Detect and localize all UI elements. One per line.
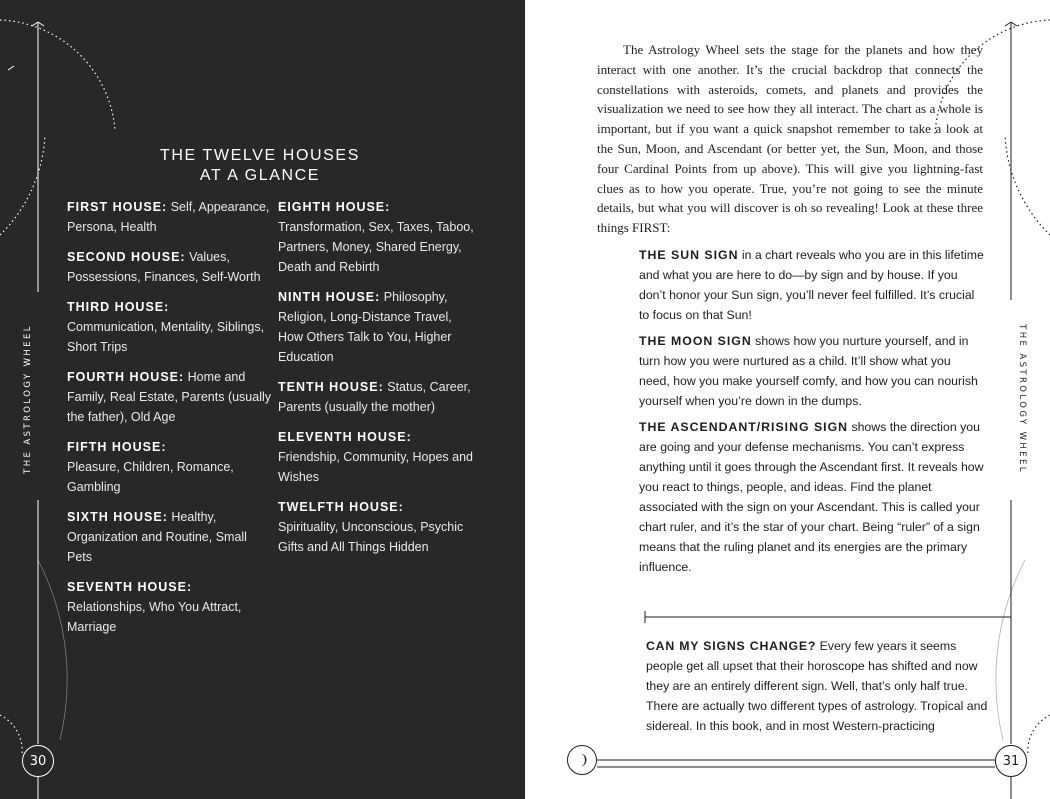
- list-item-term: THE MOON SIGN: [639, 334, 752, 348]
- house-name: ELEVENTH HOUSE:: [278, 430, 412, 444]
- house-entry: [67, 577, 272, 637]
- house-description: Status, Career, Parents (usually the mother): [278, 380, 471, 414]
- house-description: Healthy, Organization and Routine, Small Pets: [67, 510, 247, 564]
- house-entry: [67, 197, 272, 237]
- key-signs-list: [639, 245, 984, 583]
- house-name: FIFTH HOUSE:: [67, 440, 167, 454]
- houses-column-left: [67, 197, 272, 647]
- page-number-left: [22, 745, 54, 777]
- house-description: Relationships, Who You Attract, Marriage: [67, 600, 242, 634]
- houses-title-line2: AT A GLANCE: [199, 167, 321, 184]
- list-item: [639, 417, 984, 577]
- page-number-text: 31: [1002, 753, 1020, 769]
- house-description: Communication, Mentality, Siblings, Short Trips: [67, 320, 265, 354]
- house-description: Philosophy, Religion, Long-Distance Travel, How Others Talk to You, Higher Education: [278, 290, 452, 364]
- house-description: Values, Possessions, Finances, Self-Worth: [67, 250, 261, 284]
- house-description: Self, Appearance, Persona, Health: [67, 200, 270, 234]
- page-number-right: [995, 745, 1027, 777]
- house-entry: [278, 497, 478, 557]
- sidebar-box: [646, 636, 988, 736]
- list-item-term: THE ASCENDANT/RISING SIGN: [639, 420, 849, 434]
- house-description: Spirituality, Unconscious, Psychic Gifts and All Things Hidden: [278, 520, 464, 554]
- right-page: [525, 0, 1050, 799]
- house-entry: [278, 427, 478, 487]
- house-entry: [67, 507, 272, 567]
- house-name: TWELFTH HOUSE:: [278, 500, 404, 514]
- house-name: TENTH HOUSE:: [278, 380, 384, 394]
- page-number-text: 30: [29, 753, 47, 769]
- house-entry: [278, 197, 478, 277]
- houses-column-right: [278, 197, 478, 567]
- running-head-text: THE ASTROLOGY WHEEL: [1017, 324, 1027, 474]
- house-name: SIXTH HOUSE:: [67, 510, 168, 524]
- house-entry: [278, 287, 478, 367]
- house-description: Pleasure, Children, Romance, Gambling: [67, 460, 234, 494]
- house-name: NINTH HOUSE:: [278, 290, 381, 304]
- list-item-text: shows the direction you are going and your defense mechanisms. You can’t express anything until it goes through the Ascendant first. It reveals how you react to things, people, and ideas. Find the planet associated with the sign on your Ascendant. This is called your chart ruler, and it’s the star of your chart. Being “ruler” of a sign means that the ruling planet and its energies are the primary influence.: [639, 420, 984, 574]
- house-entry: [278, 377, 478, 417]
- house-description: Transformation, Sex, Taxes, Taboo, Partners, Money, Shared Energy, Death and Rebirth: [278, 220, 474, 274]
- house-entry: [67, 367, 272, 427]
- house-name: FIRST HOUSE:: [67, 200, 168, 214]
- list-item: [639, 331, 984, 411]
- intro-paragraph: The Astrology Wheel sets the stage for the planets and how they interact with one another. It’s the crucial backdrop that connects the constellations with asteroids, comets, and planets and provides the visualization we need to see how they all interact. The chart as a whole is important, but if you want a quick snapshot remember to take a look at the Sun, Moon, and Ascendant (or better yet, the Sun, Moon, and those four Cardinal Points from up above). This will give you lightning-fast clues as to how you operate. True, you’re not going to see the minute details, but what you will discover is oh so revealing! Look at these three things FIRST:: [597, 42, 983, 236]
- house-description: Home and Family, Real Estate, Parents (usually the father), Old Age: [67, 370, 272, 424]
- house-name: THIRD HOUSE:: [67, 300, 170, 314]
- house-name: SEVENTH HOUSE:: [67, 580, 193, 594]
- list-item-text: in a chart reveals who you are in this lifetime and what you are here to do—by sign and by house. If you don’t honor your Sun sign, you’ll never feel fulfilled. It’s crucial to focus on that Sun!: [639, 248, 984, 322]
- crescent-moon-glyph: [574, 752, 590, 768]
- house-name: FOURTH HOUSE:: [67, 370, 185, 384]
- house-name: EIGHTH HOUSE:: [278, 200, 391, 214]
- list-item: [639, 245, 984, 325]
- running-head-text: THE ASTROLOGY WHEEL: [23, 324, 33, 474]
- house-entry: [67, 297, 272, 357]
- houses-title: [130, 146, 390, 186]
- sidebar-term: CAN MY SIGNS CHANGE?: [646, 639, 817, 653]
- houses-title-line1: THE TWELVE HOUSES: [160, 147, 360, 164]
- sidebar-text: Every few years it seems people get all upset that their horoscope has shifted and now they are an entirely different sign. Well, that’s only half true. There are actually two different types of astrology. Tropical and sidereal. In this book, and in most Western-practicing: [646, 639, 988, 733]
- house-name: SECOND HOUSE:: [67, 250, 186, 264]
- house-entry: [67, 437, 272, 497]
- house-description: Friendship, Community, Hopes and Wishes: [278, 450, 473, 484]
- list-item-text: shows how you nurture yourself, and in turn how you were nurtured as a child. It’ll show what you need, how you make yourself comfy, and how you can nourish yourself when you’re down in the dumps.: [639, 334, 978, 408]
- crescent-moon-icon: [567, 745, 597, 775]
- house-entry: [67, 247, 272, 287]
- list-item-term: THE SUN SIGN: [639, 248, 739, 262]
